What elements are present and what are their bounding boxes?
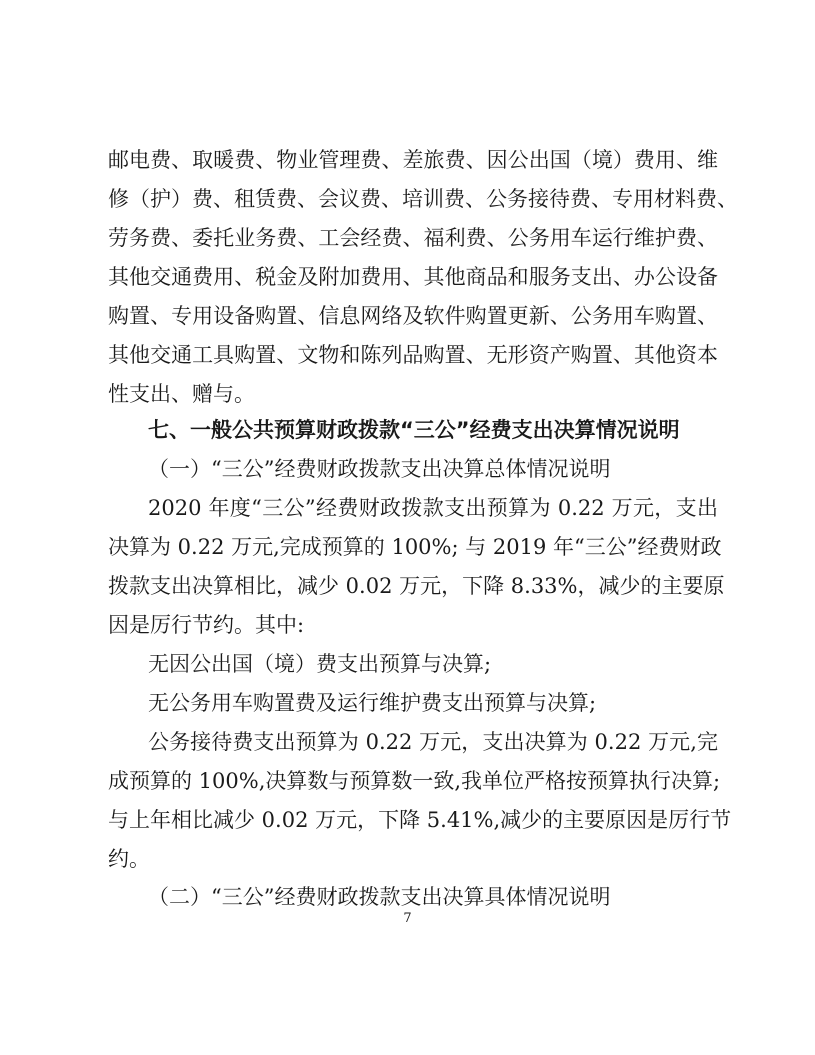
- subsection-heading: （一）“三公”经费财政拨款支出决算总体情况说明: [148, 457, 611, 481]
- body-text-line: 无因公出国（境）费支出预算与决算;: [148, 652, 492, 676]
- body-text-line: 购置、专用设备购置、信息网络及软件购置更新、公务用车购置、: [108, 304, 718, 328]
- body-text-line: 性支出、赠与。: [108, 382, 255, 406]
- body-text-line: 与上年相比减少 0.02 万元，下降 5.41%,减少的主要原因是厉行节: [108, 808, 732, 832]
- body-text-line: 公务接待费支出预算为 0.22 万元，支出决算为 0.22 万元,完: [148, 730, 718, 754]
- body-text-line: 无公务用车购置费及运行维护费支出预算与决算;: [148, 691, 597, 715]
- body-text-line: 约。: [108, 847, 150, 871]
- body-text-line: 2020 年度“三公”经费财政拨款支出预算为 0.22 万元，支出: [148, 496, 718, 520]
- body-text-line: 修（护）费、租赁费、会议费、培训费、公务接待费、专用材料费、: [108, 187, 738, 211]
- body-text-line: 拨款支出决算相比，减少 0.02 万元，下降 8.33%，减少的主要原: [108, 574, 725, 598]
- subsection-heading: （二）“三公”经费财政拨款支出决算具体情况说明: [148, 885, 611, 909]
- body-text-line: 其他交通费用、税金及附加费用、其他商品和服务支出、办公设备: [108, 265, 718, 289]
- body-text-line: 决算为 0.22 万元,完成预算的 100%; 与 2019 年“三公”经费财政: [108, 535, 722, 559]
- page-number: 7: [403, 911, 412, 926]
- body-text-line: 其他交通工具购置、文物和陈列品购置、无形资产购置、其他资本: [108, 343, 718, 367]
- body-text-line: 邮电费、取暖费、物业管理费、差旅费、因公出国（境）费用、维: [108, 148, 718, 172]
- section-heading: 七、一般公共预算财政拨款“三公”经费支出决算情况说明: [148, 418, 680, 442]
- body-text-line: 成预算的 100%,决算数与预算数一致,我单位严格按预算执行决算;: [108, 769, 721, 793]
- body-text-line: 因是厉行节约。其中:: [108, 613, 305, 637]
- body-text-line: 劳务费、委托业务费、工会经费、福利费、公务用车运行维护费、: [108, 226, 718, 250]
